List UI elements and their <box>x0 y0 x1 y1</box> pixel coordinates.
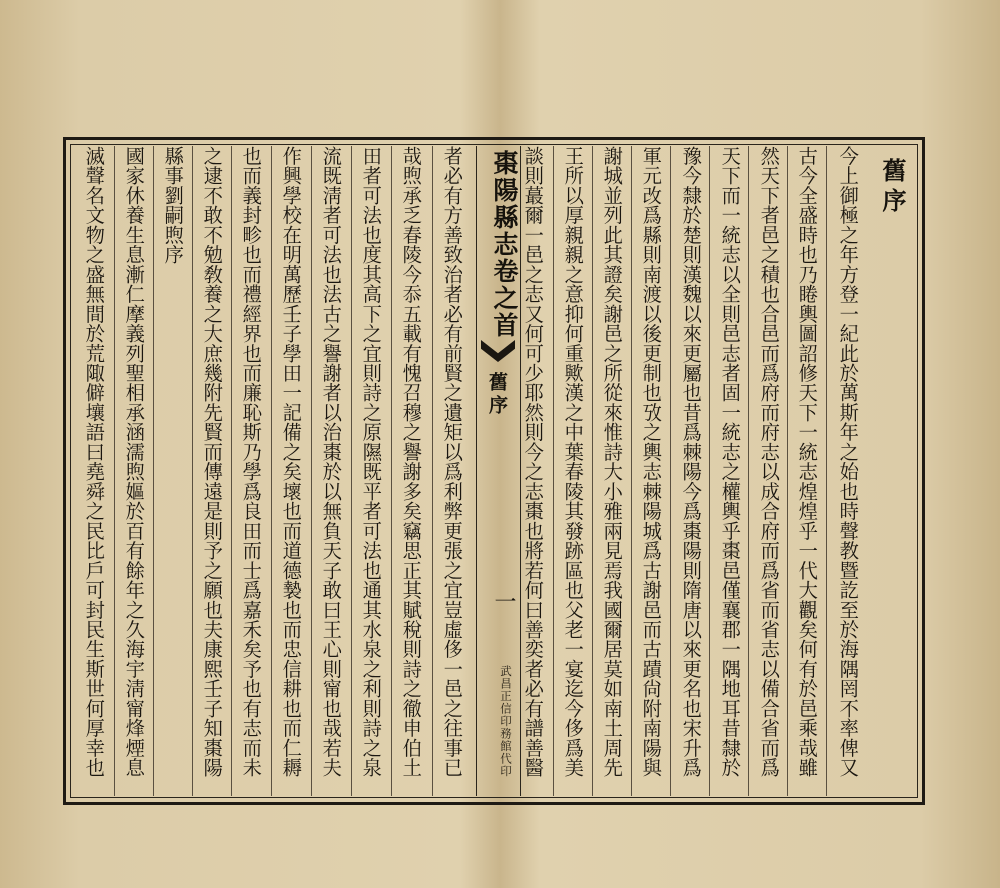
text-column-r2: 古今全盛時也乃睠輿圖詔修天下一統志煌煌乎一代大觀矣何有於邑乘哉雖 <box>795 146 819 778</box>
column-rule <box>192 146 193 796</box>
text-column-r3: 然天下者邑之積也合邑而爲府而府志以成合府而爲省而省志以備合省而爲 <box>757 146 781 778</box>
printer-imprint: 武昌正信印務館代印 <box>499 665 513 778</box>
text-column-r7: 謝城並列此其證矣謝邑之所從來惟詩大小雅兩見焉我國爾居莫如南土周先 <box>600 146 624 778</box>
column-rule <box>231 146 232 796</box>
center-rule-left <box>476 146 477 796</box>
volume-title: 棗陽縣志卷之首 <box>490 150 519 339</box>
text-column-r8: 王所以厚親親之意抑何重歟漢之中葉春陵其發跡區也父老一宴迄今侈爲美 <box>561 146 585 778</box>
text-column-l10: 滅聲名文物之盛無間於荒陬僻壤語曰堯舜之民比戶可封民生斯世何厚幸也 <box>82 146 106 778</box>
column-rule <box>670 146 671 796</box>
text-column-l9: 國家休養生息漸仁摩義列聖相承涵濡煦嫗於百有餘年之久海宇淸甯烽煙息 <box>122 146 146 778</box>
preface-heading: 舊序 <box>878 158 907 218</box>
column-rule <box>153 146 154 796</box>
text-column-l1: 者必有方善致治者必有前賢之遺矩以爲利弊更張之宜豈虛侈一邑之往事已 <box>440 146 464 778</box>
column-rule <box>592 146 593 796</box>
text-column-r4: 天下而一統志以全則邑志者固一統志之權輿乎棗邑僅襄郡一隅地耳昔隸於 <box>718 146 742 778</box>
text-column-r1: 今上御極之年方登一紀此於萬斯年之始也時聲教暨訖至於海隅罔不率俾又 <box>836 146 860 778</box>
text-column-l7: 之逮不敢不勉敎養之大庶幾附先賢而傳遠是則予之願也夫康熙壬子知棗陽 <box>200 146 224 778</box>
text-column-l5: 作興學校在明萬歷壬子學田一記備之矣壞也而道德褺也而忠信耕也而仁耨 <box>279 146 303 778</box>
text-column-l2: 哉煦承乏春陵今忝五載有愧召穆之譽謝多矣竊思正其賦稅則詩之徹申伯土 <box>399 146 423 778</box>
column-rule <box>748 146 749 796</box>
column-rule <box>826 146 827 796</box>
text-column-r9: 談則蕞爾一邑之志又何可少耶然則今之志棗也將若何曰善奕者必有譜善醫 <box>521 146 545 778</box>
column-rule <box>311 146 312 796</box>
column-rule <box>709 146 710 796</box>
column-rule <box>351 146 352 796</box>
text-column-r5: 豫今隸於楚則漢魏以來更屬也昔爲棘陽今爲棗陽則隋唐以來更名也宋升爲 <box>679 146 703 778</box>
column-rule <box>114 146 115 796</box>
text-column-l6: 也而義封畛也而禮經界也而廉恥斯乃學爲良田而士爲嘉禾矣予也有志而未 <box>239 146 263 778</box>
column-rule <box>553 146 554 796</box>
column-rule <box>391 146 392 796</box>
column-rule <box>787 146 788 796</box>
column-rule <box>271 146 272 796</box>
text-column-r6: 軍元改爲縣則南渡以後更制也攷之輿志棘陽城爲古謝邑而古蹟尙附南陽與 <box>639 146 663 778</box>
column-rule <box>631 146 632 796</box>
text-column-l8: 縣事劉嗣煦序 <box>161 146 185 265</box>
leaf-number: 一 <box>491 590 516 612</box>
column-rule <box>432 146 433 796</box>
section-label: 舊序 <box>486 372 508 418</box>
text-column-l4: 流既淸者可法也法古之譽謝者以治棗於以無負天子敢曰王心則甯也哉若夫 <box>319 146 343 778</box>
text-column-l3: 田者可法也度其高下之宜則詩之原隰既平者可法也通其水泉之利則詩之泉 <box>359 146 383 778</box>
